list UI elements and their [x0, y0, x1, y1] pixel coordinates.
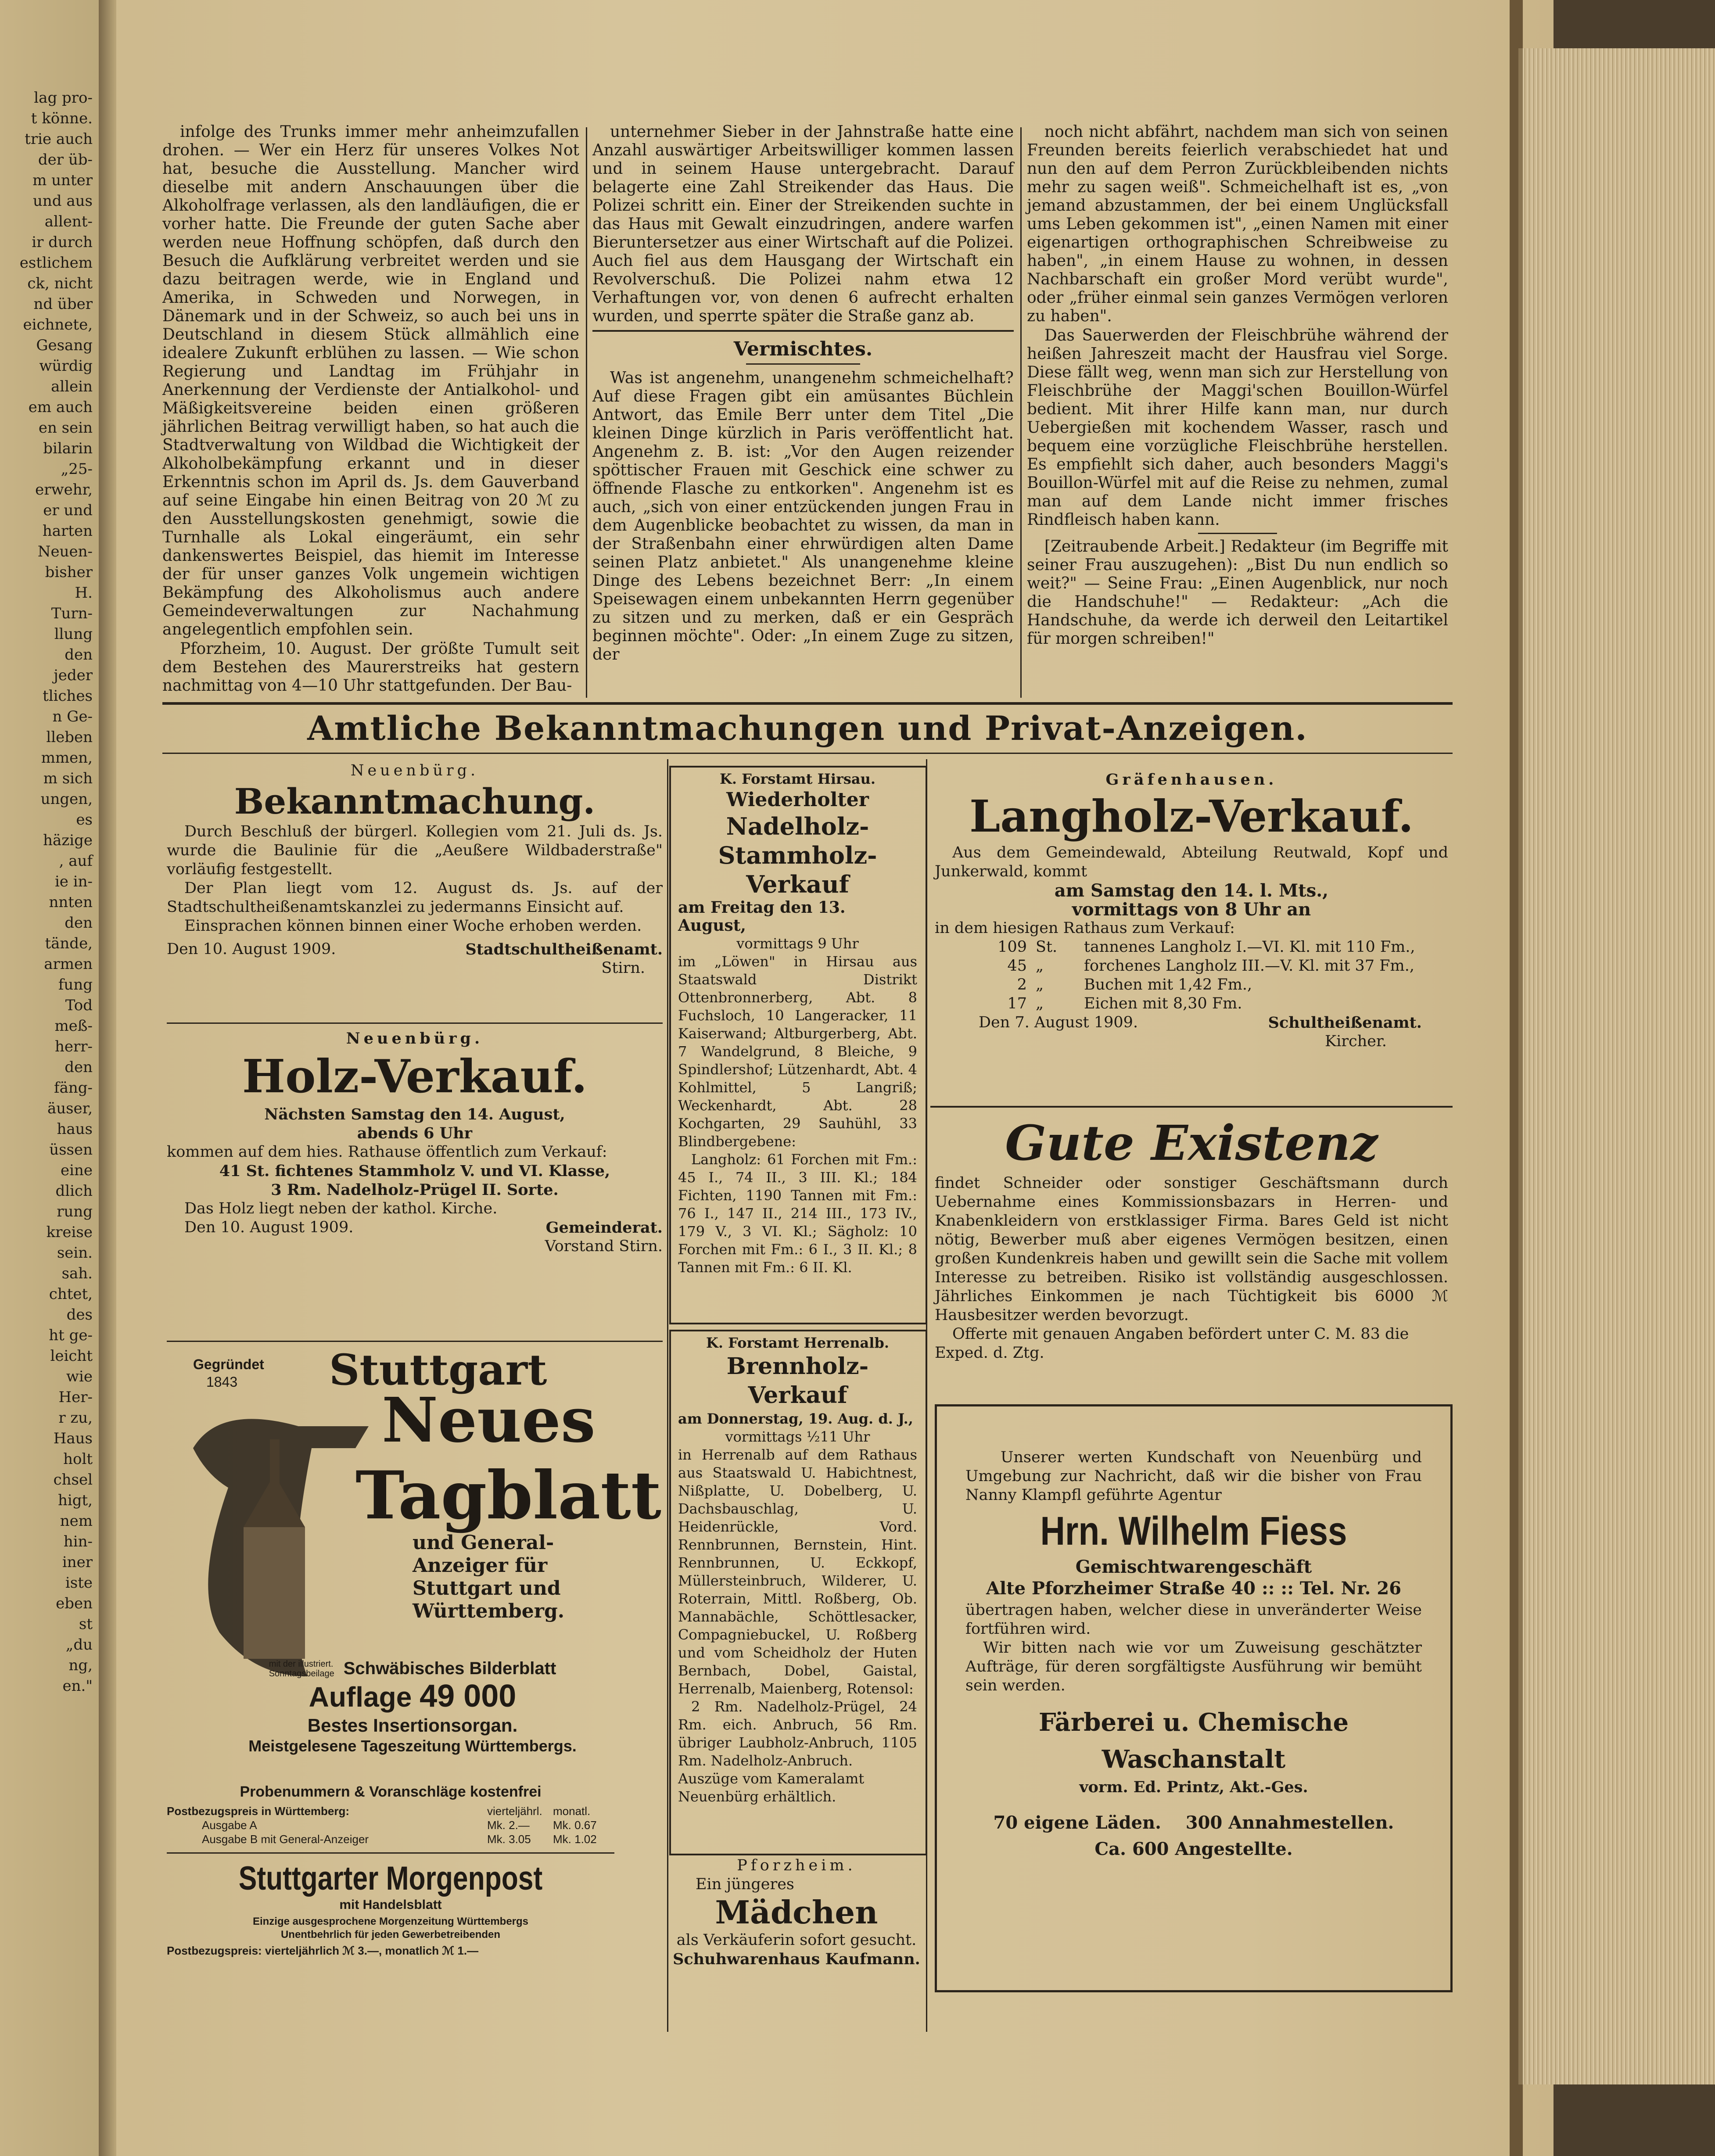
previous-page-line: nnten — [49, 893, 93, 911]
morgenpost-line-1: Einzige ausgesprochene Morgenzeitung Württembergs — [252, 1916, 529, 1927]
slogan-1: Bestes Insertionsorgan. — [307, 1715, 518, 1736]
previous-page-line: meß- — [54, 1017, 93, 1035]
ad-signer: Kircher. — [1325, 1033, 1387, 1050]
previous-page-line: „25- — [61, 460, 93, 478]
previous-page-line: eine — [60, 1162, 93, 1179]
ad-items: 2 Rm. Nadelholz-Prügel, 24 Rm. eich. Anbruch, 56 Rm. übriger Laubholz-Anbruch, 1105 Rm. Nadelholz-Anbruch. — [678, 1698, 917, 1769]
morgenpost-sub: mit Handelsblatt — [339, 1898, 442, 1912]
price-b-label: Ausgabe B mit General-Anzeiger — [202, 1833, 369, 1846]
ad-gute-existenz — [935, 1112, 1448, 1363]
previous-page-line: r zu, — [58, 1409, 93, 1427]
previous-page-fragment — [0, 0, 102, 2156]
book-gutter — [99, 0, 116, 2156]
section-divider — [592, 330, 1014, 332]
ad-name: Hrn. Wilhelm Fiess — [1040, 1509, 1347, 1553]
previous-page-line: und aus — [33, 192, 93, 210]
previous-page-line: dlich — [55, 1182, 93, 1200]
previous-page-line: n Ge- — [52, 708, 93, 725]
ad-date: am Donnerstag, 19. Aug. d. J., — [678, 1410, 913, 1427]
langholz-list — [935, 938, 1448, 1013]
langholz-row — [979, 938, 1448, 957]
previous-page-line: haus — [57, 1120, 93, 1138]
price-col-1: vierteljährl. — [487, 1804, 542, 1818]
ad-title: Bekanntmachung. — [234, 781, 596, 822]
circulation-label: Auflage — [309, 1681, 412, 1713]
previous-page-line: ck, nicht — [27, 275, 93, 292]
previous-page-line: rung — [57, 1203, 93, 1220]
column-rule — [586, 127, 587, 698]
price-table — [167, 1804, 614, 1846]
previous-page-line: hin- — [63, 1533, 93, 1550]
previous-page-line: tände, — [45, 935, 93, 952]
ad-time: vormittags ½11 Uhr — [725, 1428, 870, 1445]
ad-title: Wiederholter — [726, 789, 869, 811]
founded-label: Gegründet — [193, 1356, 264, 1372]
previous-page-text — [0, 0, 99, 1697]
previous-page-line: nem — [60, 1512, 93, 1530]
previous-page-line: allein — [51, 378, 93, 395]
langholz-cell: St. — [1036, 938, 1058, 956]
ad-office: Schultheißenamt. — [1268, 1014, 1422, 1032]
ad-text: in Herrenalb auf dem Rathaus aus Staatswald U. Habichtnest, Nißplatte, U. Dobelberg, U. Dachsbauschlag, U. Heidenrückle, Vord. Rennbrunnen, Bernstein, Hint. Rennbrunnen, U. Eckkopf, Müllersteinbruch, Wilderer, U. Roterrain, Mittl. Roßberg, Ob. Mannabächle, Schöttlesacker, Compagniebuckel, U. Roßberg und vom Scheidholz der Huten Bernbach, Dobel, Gaistal, Herrenalb, Maienberg, Rotensol: — [678, 1446, 917, 1697]
ad-company: Färberei u. Chemische Waschanstalt — [1038, 1708, 1349, 1774]
short-divider — [1198, 533, 1277, 534]
ad-hirsau — [678, 770, 917, 1277]
previous-page-line: tliches — [43, 687, 93, 705]
ad-date: Den 10. August 1909. — [184, 1219, 354, 1236]
previous-page-line: allent- — [44, 213, 93, 230]
previous-page-line: es — [76, 811, 93, 829]
ad-office: Gemeinderat. — [545, 1219, 663, 1237]
previous-page-line: llung — [54, 625, 93, 643]
column-rule — [1020, 127, 1022, 698]
ad-neues-tagblatt — [167, 1343, 661, 1988]
section-rule-top — [162, 702, 1453, 705]
tagblatt-masthead — [167, 1343, 661, 1786]
previous-page-line: üssen — [49, 1141, 93, 1159]
previous-page-line: em auch — [28, 398, 93, 416]
langholz-row — [979, 976, 1448, 994]
ad-signer: Vorstand Stirn. — [545, 1238, 663, 1255]
ad-line: 41 St. fichtenes Stammholz V. und VI. Klasse, — [219, 1162, 610, 1180]
previous-page-line: nd über — [33, 295, 93, 313]
supplement-small: mit der illustriert. Sonntagsbeilage — [269, 1659, 334, 1679]
previous-page-line: Neuen- — [37, 543, 93, 560]
ad-holz-verkauf — [167, 1029, 663, 1256]
ad-text: findet Schneider oder sonstiger Geschäftsmann durch Uebernahme eines Kommissionsbazars in Herren- und Knabenkleidern von erstklassiger Firma. Bares Geld ist nicht nötig, Bewerber muß aber eigenes Vermögen besitzen, einen großen Kundenkreis haben und gewillt sein die Sache mit vollem Interesse zu betreiben. Risiko ist vollständig ausgeschlossen. Jährliches Einkommen je nach Tüchtigkeit bis 6000 ℳ Hausbesitzer werden bevorzugt. — [935, 1174, 1448, 1324]
langholz-cell: „ — [1036, 995, 1044, 1012]
previous-page-line: m sich — [43, 770, 93, 787]
previous-page-line: des — [66, 1306, 93, 1324]
ad-location: in dem hiesigen Rathaus zum Verkauf: — [935, 919, 1235, 937]
previous-page-line: Gesang — [36, 337, 93, 354]
ad-stat-1: 70 eigene Läden. 300 Annahmestellen. — [993, 1812, 1394, 1833]
vermischtes-heading: Vermischtes. — [733, 338, 873, 360]
price-head: Postbezugspreis in Württemberg: — [167, 1804, 350, 1818]
ad-langholz — [935, 770, 1448, 1051]
ad-divider — [167, 1341, 663, 1342]
church-spire-icon — [270, 1439, 280, 1483]
previous-page-line: häzige — [43, 832, 93, 849]
ad-shop: Gemischtwarengeschäft — [1075, 1557, 1312, 1577]
previous-page-line: en." — [62, 1677, 93, 1695]
ad-place: Neuenbürg. — [346, 1030, 484, 1048]
previous-page-line: m unter — [32, 172, 93, 189]
previous-page-line: estlichem — [19, 254, 93, 272]
ad-text: im „Löwen" in Hirsau aus Staatswald Distrikt Ottenbronnerberg, Abt. 8 Fuchsloch, 10 Langeracker, 11 Kaiserwand; Altburgerberg, Abt. 7 Wandelgrund, 8 Bleiche, 9 Spindlershof; Lützenhardt, Abt. 4 Kohlmittel, 5 Langriß; Weckenhardt, Abt. 28 Kochgarten, 29 Sauhühl, 33 Blindbergebene: — [678, 953, 917, 1150]
ad-text: Unserer werten Kundschaft von Neuenbürg und Umgebung zur Nachricht, daß wir die bisher von Frau Nanny Klampfl geführte Agentur — [965, 1449, 1422, 1504]
langholz-row — [979, 994, 1448, 1013]
previous-page-line: jeder — [54, 667, 93, 684]
price-b-quarter: Mk. 3.05 — [487, 1833, 531, 1846]
price-col-2: monatl. — [553, 1804, 591, 1818]
ad-text: Wir bitten nach wie vor um Zuweisung geschätzter Aufträge, für deren sorgfältigste Ausführung wir bemüht sein werden. — [965, 1639, 1422, 1694]
previous-page-line: erwehr, — [35, 481, 93, 499]
ad-text: Einsprachen können binnen einer Woche erhoben werden. — [184, 917, 642, 935]
previous-page-line: herr- — [54, 1038, 93, 1055]
previous-page-line: higt, — [57, 1492, 93, 1509]
heading-underline — [746, 363, 860, 365]
previous-page-line: H. — [75, 584, 93, 602]
article-paragraph: Pforzheim, 10. August. Der größte Tumult seit dem Bestehen des Maurerstreiks hat gestern nachmittag von 4—10 Uhr stattgefunden. Der Bau- — [162, 640, 579, 695]
previous-page-line: sein. — [57, 1244, 93, 1262]
previous-page-line: chsel — [53, 1471, 93, 1489]
previous-page-line: armen — [44, 955, 93, 973]
previous-page-line: lag pro- — [34, 89, 93, 107]
ad-divider — [167, 1852, 614, 1854]
ad-title: Gute Existenz — [1005, 1115, 1378, 1171]
price-b-month: Mk. 1.02 — [553, 1833, 597, 1846]
ad-sender: Schuhwarenhaus Kaufmann. — [673, 1950, 920, 1968]
founded-year: 1843 — [206, 1374, 238, 1390]
article-paragraph: unternehmer Sieber in der Jahnstraße hatte eine Anzahl auswärtiger Arbeitswilliger kommen lassen und in seinem Hause untergebracht. Darauf belagerte eine Zahl Streikender das Haus. Die Polizei schritt ein. Einer der Streikenden suchte in das Haus mit Gewalt einzudringen, andere warfen Bieruntersetzer aus einer Wirtschaft auf die Polizei. Auch fiel aus dem Hausgang der Wirtschaft ein Revolverschuß. Die Polizei nahm etwa 12 Verhaftungen vor, von denen 6 aufrecht erhalten wurden, und sperrte später die Straße ganz ab. — [592, 123, 1014, 325]
previous-page-line: lleben — [46, 728, 93, 746]
langholz-cell: Eichen mit 8,30 Fm. — [1084, 995, 1242, 1012]
article-paragraph: noch nicht abfährt, nachdem man sich von seinen Freunden bereits feierlich verabschiedet hat und nun den auf dem Perron Zurückbleibenden nichts mehr zu sagen weiß". Schmeichelhaft ist es, „von jemand abzustammen, der bei einem Unglücksfall ums Leben gekommen ist", „einen Namen mit einer eigenartigen orthographischen Schreibweise zu haben", „in einem Hause zu wohnen, in dessen Nachbarschaft ein großer Mord verübt wurde", oder „früher einmal sein ganzes Vermögen verloren zu haben". — [1027, 123, 1448, 325]
previous-page-line: Turn- — [51, 605, 93, 622]
church-illustration-icon — [244, 1527, 305, 1659]
ad-signer: Stirn. — [601, 959, 645, 977]
previous-page-line: Her- — [58, 1388, 93, 1406]
ad-title: Holz-Verkauf. — [242, 1049, 588, 1103]
tagblatt-city: Stuttgart — [329, 1345, 547, 1395]
ad-line: als Verkäuferin sofort gesucht. — [676, 1931, 917, 1949]
previous-page-line: bilarin — [43, 440, 93, 457]
ad-line: 3 Rm. Nadelholz-Prügel II. Sorte. — [271, 1181, 559, 1199]
previous-page-line: äuser, — [47, 1100, 93, 1117]
previous-page-line: leicht — [50, 1347, 93, 1365]
ad-signature — [935, 1013, 1448, 1032]
article-column-2 — [592, 123, 1014, 665]
price-a-quarter: Mk. 2.— — [487, 1819, 530, 1832]
slogan-3: Probenummern & Voranschläge kostenfrei — [240, 1783, 542, 1800]
morgenpost-price: Postbezugspreis: vierteljährlich ℳ 3.—, monatlich ℳ 1.— — [167, 1944, 479, 1957]
ad-column-rule — [667, 759, 668, 2032]
previous-page-line: ie in- — [54, 873, 93, 890]
previous-page-line: den — [65, 646, 93, 664]
ad-footer: Auszüge vom Kameralamt Neuenbürg erhältlich. — [678, 1770, 865, 1805]
ad-line: Ein jüngeres — [696, 1876, 794, 1893]
ad-text: übertragen haben, welcher diese in unveränderter Weise fortführen wird. — [965, 1601, 1422, 1638]
previous-page-line: eichnete, — [23, 316, 93, 334]
langholz-cell: „ — [1036, 976, 1044, 994]
previous-page-line: ht ge- — [49, 1327, 93, 1344]
ad-herrenalb — [678, 1334, 917, 1806]
ad-divider — [930, 1106, 1453, 1108]
ad-signature — [167, 1218, 663, 1237]
previous-page-line: wie — [66, 1368, 93, 1385]
previous-page-line: fäng- — [54, 1079, 93, 1097]
ad-date: am Samstag den 14. l. Mts., — [1054, 880, 1329, 901]
previous-page-line: ng, — [68, 1657, 93, 1674]
ad-baulinie — [167, 761, 663, 978]
ad-time: vormittags von 8 Uhr an — [1072, 899, 1311, 920]
ad-date: Den 7. August 1909. — [979, 1014, 1138, 1031]
section-heading: Amtliche Bekanntmachungen und Privat-Anzeigen. — [307, 709, 1308, 748]
previous-page-line: iste — [65, 1574, 93, 1592]
ad-office: K. Forstamt Hirsau. — [720, 771, 875, 787]
langholz-cell: Buchen mit 1,42 Fm., — [1084, 976, 1252, 994]
previous-page-line: mmen, — [41, 749, 93, 767]
ad-line: kommen auf dem hies. Rathause öffentlich zum Verkauf: — [167, 1143, 607, 1161]
ad-address: Alte Pforzheimer Straße 40 :: :: Tel. Nr. 26 — [986, 1578, 1402, 1599]
langholz-cell: „ — [1036, 957, 1044, 975]
tagblatt-subtitle: und General-Anzeiger für Stuttgart und Württemberg. — [413, 1532, 565, 1622]
article-column-3 — [1027, 123, 1448, 649]
previous-page-line: eben — [56, 1595, 93, 1612]
section-rule-bottom — [162, 753, 1453, 754]
ad-stat-2: Ca. 600 Angestellte. — [1094, 1839, 1293, 1859]
previous-page-line: sah. — [61, 1265, 93, 1282]
ad-line: abends 6 Uhr — [357, 1124, 473, 1142]
previous-page-line: der üb- — [38, 151, 93, 169]
article-paragraph: Was ist angenehm, unangenehm schmeichelhaft? Auf diese Fragen gibt ein amüsantes Büchlein Antwort, das Emile Berr unter dem Titel „Die kleinen Dinge kürzlich in Paris veröffentlicht hat. Angenehm z. B. ist: „Vor den Augen reizender spöttischer Frauen mit Geschick eine schwer zu öffnende Flasche zu entkorken". Angenehm ist es auch, „sich von einer entzückenden jungen Frau in dem Augenblicke beobachtet zu wissen, da man in der Straßenbahn einer ehrwürdigen alten Dame seinen Platz anbietet." Als unangenehme kleine Dinge des Lebens bezeichnet Berr: „In einem Speisewagen einem unbekannten Herrn gegenüber zu sitzen und zu merken, daß er ein Gespräch beginnen möchte". Oder: „In einem Zuge zu sitzen, der — [592, 369, 1014, 664]
previous-page-line: fung — [58, 976, 93, 994]
ad-title: Mädchen — [715, 1894, 878, 1931]
ad-office: K. Forstamt Herrenalb. — [706, 1334, 889, 1351]
morgenpost-title: Stuttgarter Morgenpost — [238, 1860, 543, 1897]
ad-date: am Freitag den 13. August, — [678, 898, 846, 935]
ad-signature — [167, 940, 663, 959]
ad-place: Neuenbürg. — [350, 762, 479, 779]
ad-time: vormittags 9 Uhr — [736, 935, 859, 952]
previous-page-line: trie auch — [25, 130, 93, 148]
supplement-name: Schwäbisches Bilderblatt — [343, 1659, 556, 1678]
langholz-cell: 45 — [1007, 957, 1027, 975]
previous-page-line: Haus — [53, 1430, 93, 1447]
previous-page-line: ir durch — [32, 233, 93, 251]
price-a-month: Mk. 0.67 — [553, 1819, 597, 1832]
previous-page-line: chtet, — [49, 1285, 93, 1303]
ad-company-sub: vorm. Ed. Printz, Akt.-Ges. — [1079, 1778, 1308, 1796]
article-paragraph: [Zeitraubende Arbeit.] Redakteur (im Begriffe mit seiner Frau auszugehen): „Bist Du nun endlich so weit?" — Seine Frau: „Einen Augenblick, nur noch die Handschuhe!" — Redakteur: „Ach die Handschuhe, da werde ich derweil den Leitartikel für morgen schreiben!" — [1027, 538, 1448, 648]
ad-fiess — [965, 1448, 1422, 1862]
article-column-1 — [162, 123, 579, 696]
book-page-edges — [1518, 48, 1715, 2084]
ad-line: Das Holz liegt neben der kathol. Kirche. — [184, 1200, 498, 1217]
previous-page-line: „du — [65, 1636, 93, 1654]
langholz-cell: 109 — [997, 938, 1027, 956]
ad-title: Langholz-Verkauf. — [969, 790, 1414, 842]
previous-page-line: iner — [62, 1553, 93, 1571]
previous-page-line: t könne. — [31, 110, 93, 127]
previous-page-line: bisher — [45, 563, 93, 581]
tagblatt-name-1: Neues — [382, 1385, 596, 1456]
ad-date: Den 10. August 1909. — [167, 940, 336, 958]
previous-page-line: würdig — [39, 357, 93, 375]
tagblatt-name-2: Tagblatt — [355, 1457, 661, 1534]
langholz-cell: 17 — [1007, 995, 1027, 1012]
previous-page-line: den — [65, 914, 93, 932]
previous-page-line: er und — [43, 502, 93, 519]
previous-page-line: Tod — [65, 997, 93, 1014]
morgenpost-line-2: Unentbehrlich für jeden Gewerbetreibenden — [280, 1929, 501, 1941]
langholz-cell: forchenes Langholz III.—V. Kl. mit 37 Fm., — [1084, 957, 1414, 975]
previous-page-line: kreise — [46, 1223, 93, 1241]
ad-text: Durch Beschluß der bürgerl. Kollegien vom 21. Juli ds. Js. wurde die Baulinie für die „Aeußere Wildbaderstraße" vorläufig festgestellt. — [167, 823, 663, 878]
ad-footer: Offerte mit genauen Angaben befördert unter C. M. 83 die Exped. d. Ztg. — [935, 1325, 1409, 1362]
previous-page-line: st — [79, 1615, 93, 1633]
ad-title: Brennholz-Verkauf — [726, 1353, 869, 1409]
langholz-cell: tannenes Langholz I.—VI. Kl. mit 110 Fm., — [1084, 938, 1415, 956]
circulation-value: 49 000 — [420, 1679, 517, 1714]
slogan-2: Meistgelesene Tageszeitung Württembergs. — [248, 1737, 577, 1755]
previous-page-line: ungen, — [40, 790, 93, 808]
ad-maedchen — [669, 1856, 924, 1969]
ad-text: Aus dem Gemeindewald, Abteilung Reutwald, Kopf und Junkerwald, kommt — [935, 844, 1448, 880]
price-a-label: Ausgabe A — [202, 1819, 257, 1832]
ad-title: Nadelholz-Stammholz-Verkauf — [718, 812, 877, 898]
ad-place: Pforzheim. — [737, 1857, 856, 1874]
previous-page-line: harten — [42, 522, 93, 540]
previous-page-line: en sein — [38, 419, 93, 437]
article-paragraph: Das Sauerwerden der Fleischbrühe während der heißen Jahreszeit macht der Hausfrau viel Sorge. Diese fällt weg, wenn man sich zur Herstellung von Fleischbrühe der Maggi'schen Bouillon-Würfel bedient. Mit ihrer Hilfe kann man, nur durch Uebergießen mit kochendem Wasser, rasch und bequem eine vorzügliche Fleischbrühe herstellen. Es empfiehlt sich daher, auch besonders Maggi's Bouillon-Würfel mit auf die Reise zu nehmen, zumal man auf dem Lande nicht immer frisches Rindfleisch haben kann. — [1027, 326, 1448, 529]
article-paragraph: infolge des Trunks immer mehr anheimzufallen drohen. — Wer ein Herz für unseres Volkes Not hat, besuche die Ausstellung. Mancher wird dieselbe mit andern Anschauungen über die Alkoholfrage verlassen, als den landläufigen, die er vorher hatte. Die Freunde der guten Sache aber werden neue Hoffnung schöpfen, daß durch den Besuch die Aufklärung verbreitet werden und sie dazu beitragen werde, wie in England und Amerika, in Schweden und Norwegen, in Dänemark und in der Schweiz, so auch bei uns in Deutschland in diesem Stück allmählich eine idealere Zukunft erblühen zu lassen. — Wie schon Regierung und Landtag im Frühjahr in Anerkennung der Verdienste der Antialkohol- und Mäßigkeitsvereine beiden einen größeren jährlichen Beitrag verwilligt haben, so hat auch die Stadtverwaltung von Wildbad die Wichtigkeit der Alkoholbekämpfung erkannt und in dieser Erkenntnis schon im April ds. Js. dem Gauverband auf seine Eingabe hin einen Beitrag von 20 ℳ zu den Ausstellungskosten genehmigt, sowie die Turnhalle als Lokal eingeräumt, ein sehr dankenswertes Beispiel, das hiemit im Interesse der für unser ganzes Volk ungemein wichtigen Bekämpfung des Alkoholismus auch andere Gemeindeverwaltungen zur Nachahmung angelegentlich empfohlen sein. — [162, 123, 579, 639]
ad-detail: Langholz: 61 Forchen mit Fm.: 45 I., 74 II., 3 III. Kl.; 184 Fichten, 1190 Tannen mit Fm.: 76 I., 147 II., 214 III., 173 IV., 179 V., 3 VI. Kl.; Sägholz: 10 Forchen mit Fm.: 6 I., 3 II. Kl.; 8 Tannen mit Fm.: 6 II. Kl. — [678, 1151, 917, 1276]
langholz-row — [979, 957, 1448, 976]
langholz-cell: 2 — [1017, 976, 1027, 994]
ad-divider — [167, 1022, 663, 1024]
previous-page-line: den — [65, 1058, 93, 1076]
previous-page-line: , auf — [59, 852, 93, 870]
ad-text: Der Plan liegt vom 12. August ds. Js. auf der Stadtschultheißenamtskanzlei zu jedermanns Einsicht auf. — [167, 879, 663, 916]
ad-office: Stadtschultheißenamt. — [465, 940, 663, 958]
ad-line: Nächsten Samstag den 14. August, — [264, 1105, 565, 1123]
previous-page-line: holt — [63, 1450, 93, 1468]
ad-place: Gräfenhausen. — [1105, 771, 1277, 789]
